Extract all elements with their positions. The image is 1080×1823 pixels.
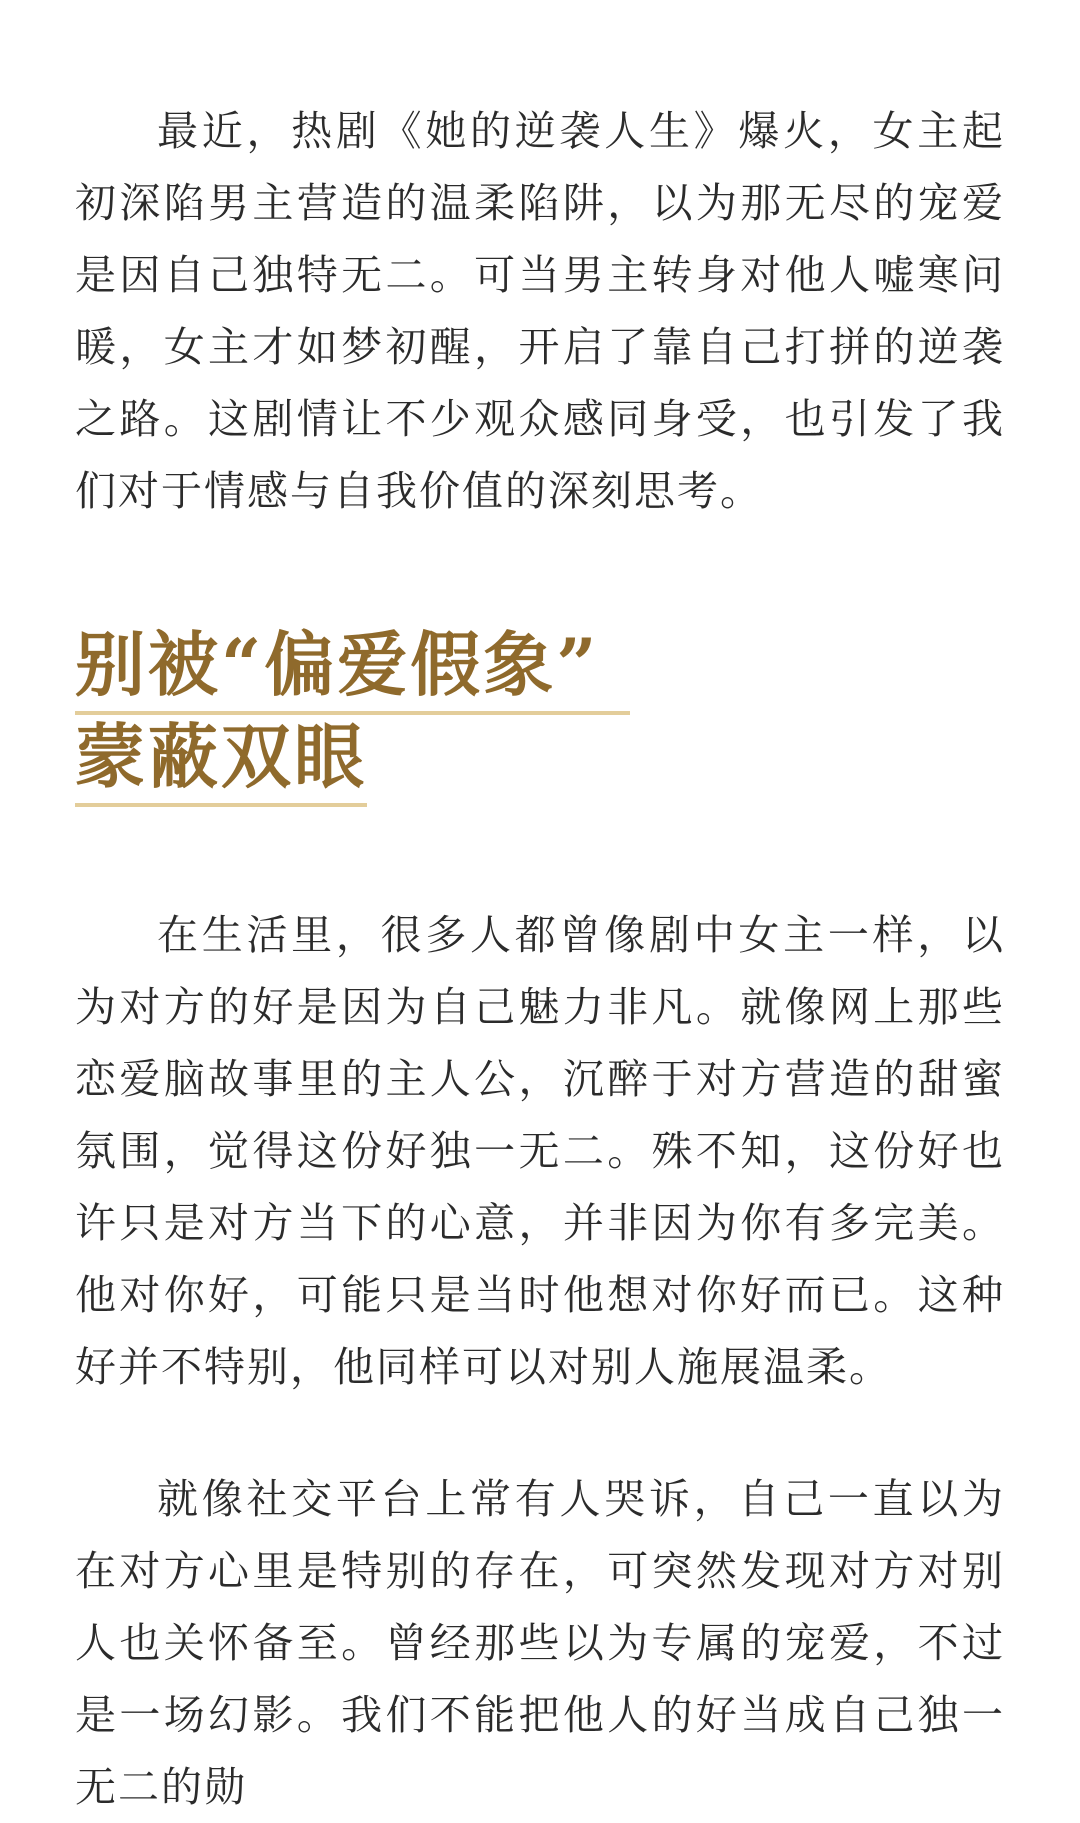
body-paragraph-2: 在生活里，很多人都曾像剧中女主一样，以为对方的好是因为自己魅力非凡。就像网上那些恋爱脑故事里的主人公，沉醉于对方营造的甜蜜氛围，觉得这份好独一无二。殊不知，这份好也许只是对方当下的心意，并非因为你有多完美。他对你好，可能只是当时他想对你好而已。这种好并不特别，他同样可以对别人施展温柔。 [75,911,1005,1391]
section-heading [75,623,1005,807]
body-paragraph-3: 就像社交平台上常有人哭诉，自己一直以为在对方心里是特别的存在，可突然发现对方对别人也关怀备至。曾经那些以为专属的宠爱，不过是一场幻影。我们不能把他人的好当成自己独一无二的勋 [75,1475,1005,1811]
section-heading-line-2: 蒙蔽双眼 [75,715,367,807]
section-heading-line-1: 别被“偏爱假象” [75,623,630,715]
intro-paragraph: 最近，热剧《她的逆袭人生》爆火，女主起初深陷男主营造的温柔陷阱，以为那无尽的宠爱是因自己独特无二。可当男主转身对他人嘘寒问暖，女主才如梦初醒，开启了靠自己打拼的逆袭之路。这剧情让不少观众感同身受，也引发了我们对于情感与自我价值的深刻思考。 [75,107,1005,515]
